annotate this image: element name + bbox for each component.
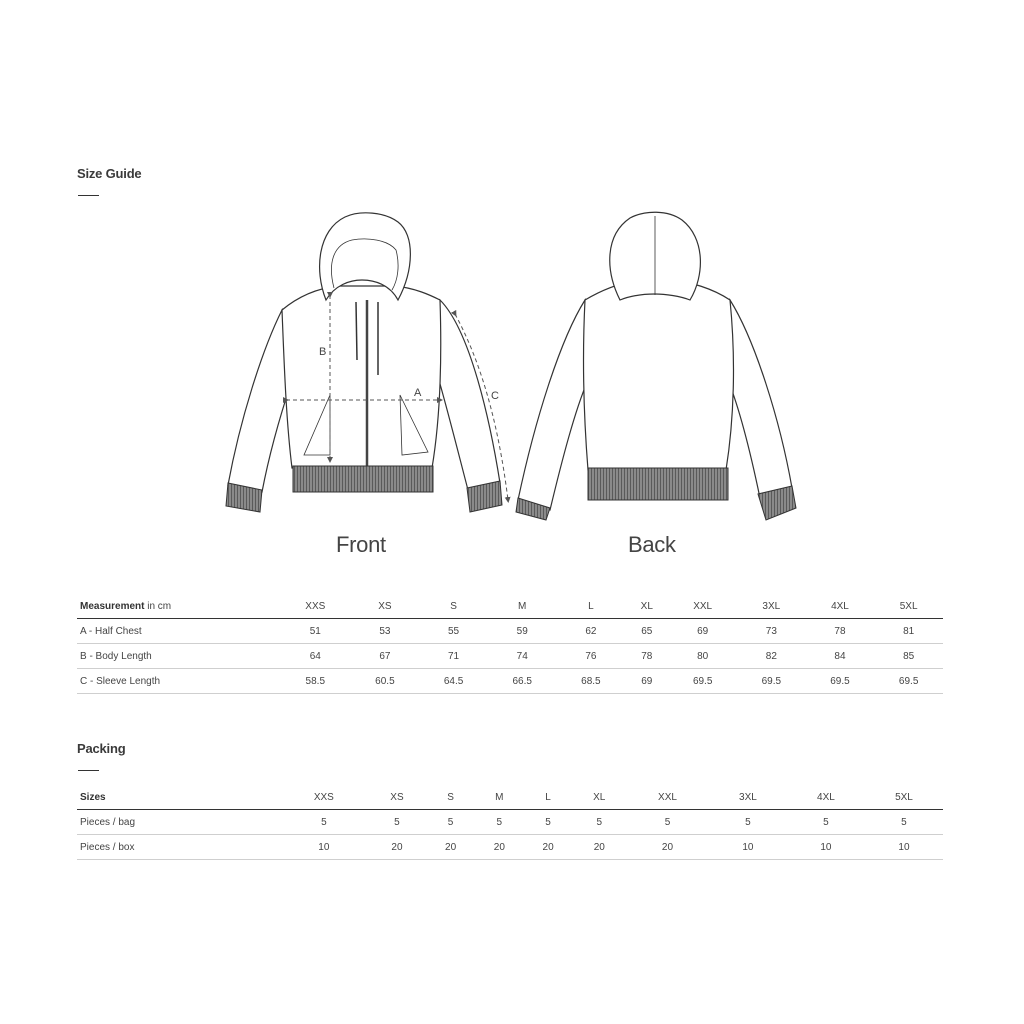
table-cell: 80 (697, 650, 709, 662)
table-cell: 10 (820, 841, 832, 853)
table-cell: 5 (545, 816, 551, 828)
marker-b: B (319, 346, 327, 358)
size-header: XXL (693, 600, 713, 612)
marker-a: A (414, 387, 422, 399)
table-cell: 5 (321, 816, 327, 828)
size-header: XXS (305, 600, 326, 612)
table-cell: 10 (898, 841, 910, 853)
table-cell: 78 (834, 625, 846, 637)
table-cell: 67 (379, 650, 391, 662)
size-header: L (588, 600, 594, 612)
front-label: Front (336, 532, 386, 557)
table-row (77, 669, 943, 694)
table-cell: 68.5 (581, 675, 601, 687)
size-header: XXL (658, 791, 677, 803)
size-header: 3XL (739, 791, 757, 803)
table-cell: 81 (903, 625, 915, 637)
table-cell: 20 (661, 841, 674, 853)
table-cell: 20 (493, 841, 505, 853)
table-cell: 5 (496, 816, 503, 828)
table-cell: 58.5 (305, 675, 326, 687)
back-hoodie-drawing (518, 212, 792, 510)
size-header: S (450, 600, 457, 612)
size-header: XS (390, 791, 404, 803)
row-label: Pieces / bag (80, 816, 136, 828)
table-cell: 5 (394, 816, 400, 828)
table-cell: 64.5 (443, 675, 464, 687)
table-cell: 5 (447, 816, 454, 828)
size-header: XL (640, 600, 653, 612)
packing-table (77, 785, 943, 860)
size-header: L (545, 791, 551, 803)
row-label: A - Half Chest (80, 625, 142, 637)
row-label: Pieces / box (80, 841, 135, 853)
size-header: S (447, 791, 454, 803)
table-cell: 62 (585, 625, 597, 637)
table-cell: 59 (516, 625, 528, 637)
sizes-header: Sizes (80, 791, 106, 803)
table-cell: 69.5 (898, 675, 919, 687)
front-hoodie-drawing (228, 213, 500, 492)
table-cell: 10 (742, 841, 754, 853)
table-cell: 76 (585, 650, 597, 662)
table-cell: 65 (641, 625, 653, 637)
table-cell: 51 (309, 625, 321, 637)
table-cell: 66.5 (512, 675, 532, 687)
packing-header-row (77, 785, 943, 810)
table-cell: 78 (641, 650, 653, 662)
table-cell: 84 (834, 650, 846, 662)
table-cell: 20 (391, 841, 403, 853)
hoodie-illustration (0, 200, 1024, 580)
table-cell: 5 (596, 816, 603, 828)
table-cell: 5 (901, 816, 907, 828)
measurement-header: Measurement in cm (80, 600, 172, 612)
table-cell: 5 (745, 816, 751, 828)
packing-title: Packing (77, 741, 126, 756)
size-guide-header-row (77, 594, 943, 619)
table-cell: 71 (448, 650, 460, 662)
table-row (77, 619, 943, 644)
table-cell: 69.5 (692, 675, 713, 687)
table-cell: 10 (318, 841, 330, 853)
size-header: 4XL (831, 600, 849, 612)
table-cell: 73 (765, 625, 777, 637)
size-header: XXS (313, 791, 334, 803)
table-cell: 69.5 (761, 675, 782, 687)
row-label: B - Body Length (80, 650, 152, 662)
front-waistband (293, 466, 433, 492)
table-cell: 20 (593, 841, 605, 853)
back-waistband (588, 468, 728, 500)
size-header: 5XL (899, 600, 918, 612)
table-cell: 5 (664, 816, 671, 828)
back-label: Back (628, 532, 676, 557)
size-header: XL (593, 791, 606, 803)
size-header: 5XL (895, 791, 913, 803)
size-guide-table (77, 594, 943, 694)
table-cell: 20 (542, 841, 554, 853)
table-cell: 55 (448, 625, 460, 637)
size-guide-title-rule (78, 195, 99, 196)
table-row (77, 810, 943, 835)
table-cell: 64 (309, 650, 321, 662)
table-cell: 53 (379, 625, 391, 637)
table-cell: 20 (445, 841, 457, 853)
table-cell: 82 (765, 650, 777, 662)
size-header: 3XL (762, 600, 781, 612)
size-header: M (518, 600, 527, 612)
table-cell: 85 (903, 650, 915, 662)
table-cell: 5 (823, 816, 829, 828)
size-header: XS (378, 600, 392, 612)
table-row (77, 644, 943, 669)
size-header: M (495, 791, 504, 803)
marker-c: C (491, 390, 499, 402)
table-cell: 69 (697, 625, 709, 637)
size-guide-title: Size Guide (77, 166, 142, 181)
table-cell: 60.5 (375, 675, 395, 687)
packing-title-rule (78, 770, 99, 771)
size-header: 4XL (817, 791, 835, 803)
table-cell: 69 (641, 675, 653, 687)
table-cell: 69.5 (830, 675, 850, 687)
table-cell: 74 (516, 650, 528, 662)
table-row (77, 835, 943, 860)
row-label: C - Sleeve Length (80, 675, 161, 687)
